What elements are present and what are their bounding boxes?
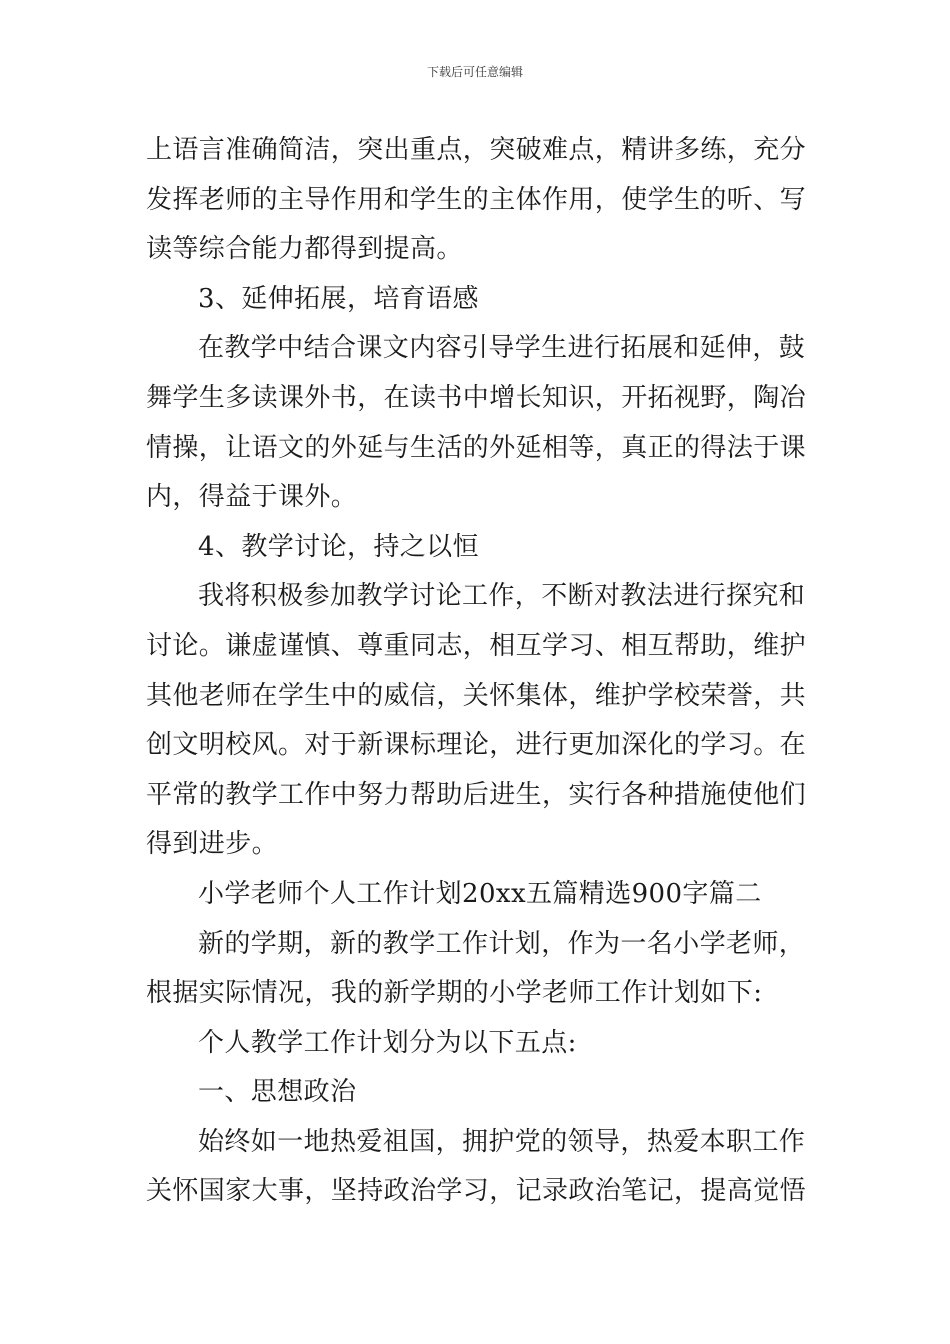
section-heading: 3、延伸拓展，培育语感	[198, 283, 479, 314]
page-header: 下载后可任意编辑	[426, 65, 523, 79]
text-line: 个人教学工作计划分为以下五点:	[198, 1027, 577, 1058]
text-line: 得到进步。	[146, 829, 279, 860]
text-line: 平常的教学工作中努力帮助后进生，实行各种措施使他们	[146, 779, 807, 810]
text-line: 始终如一地热爱祖国，拥护党的领导，热爱本职工作	[198, 1126, 806, 1157]
text-line: 讨论。谦虚谨慎、尊重同志，相互学习、相互帮助，维护	[146, 630, 807, 661]
text-line: 根据实际情况，我的新学期的小学老师工作计划如下:	[146, 978, 763, 1009]
text-line: 读等综合能力都得到提高。	[146, 234, 463, 265]
text-line: 发挥老师的主导作用和学生的主体作用，使学生的听、写	[146, 184, 807, 215]
document-body	[146, 126, 816, 1217]
text-line: 我将积极参加教学讨论工作，不断对教法进行探究和	[198, 581, 806, 612]
text-line: 创文明校风。对于新课标理论，进行更加深化的学习。在	[146, 730, 807, 761]
text-line: 在教学中结合课文内容引导学生进行拓展和延伸，鼓	[198, 333, 806, 364]
text-line: 新的学期，新的教学工作计划，作为一名小学老师，	[198, 928, 806, 959]
section-heading: 一、思想政治	[198, 1077, 357, 1108]
article-title: 小学老师个人工作计划20xx五篇精选900字篇二	[198, 878, 762, 909]
text-line: 上语言准确简洁，突出重点，突破难点，精讲多练，充分	[146, 135, 807, 165]
section-heading: 4、教学讨论，持之以恒	[198, 531, 479, 562]
text-line: 内，得益于课外。	[146, 482, 358, 513]
text-line: 其他老师在学生中的威信，关怀集体，维护学校荣誉，共	[146, 680, 807, 711]
text-line: 情操，让语文的外延与生活的外延相等，真正的得法于课	[146, 432, 807, 463]
text-line: 关怀国家大事，坚持政治学习，记录政治笔记，提高觉悟	[146, 1176, 807, 1207]
text-line: 舞学生多读课外书，在读书中增长知识，开拓视野，陶冶	[146, 382, 807, 413]
